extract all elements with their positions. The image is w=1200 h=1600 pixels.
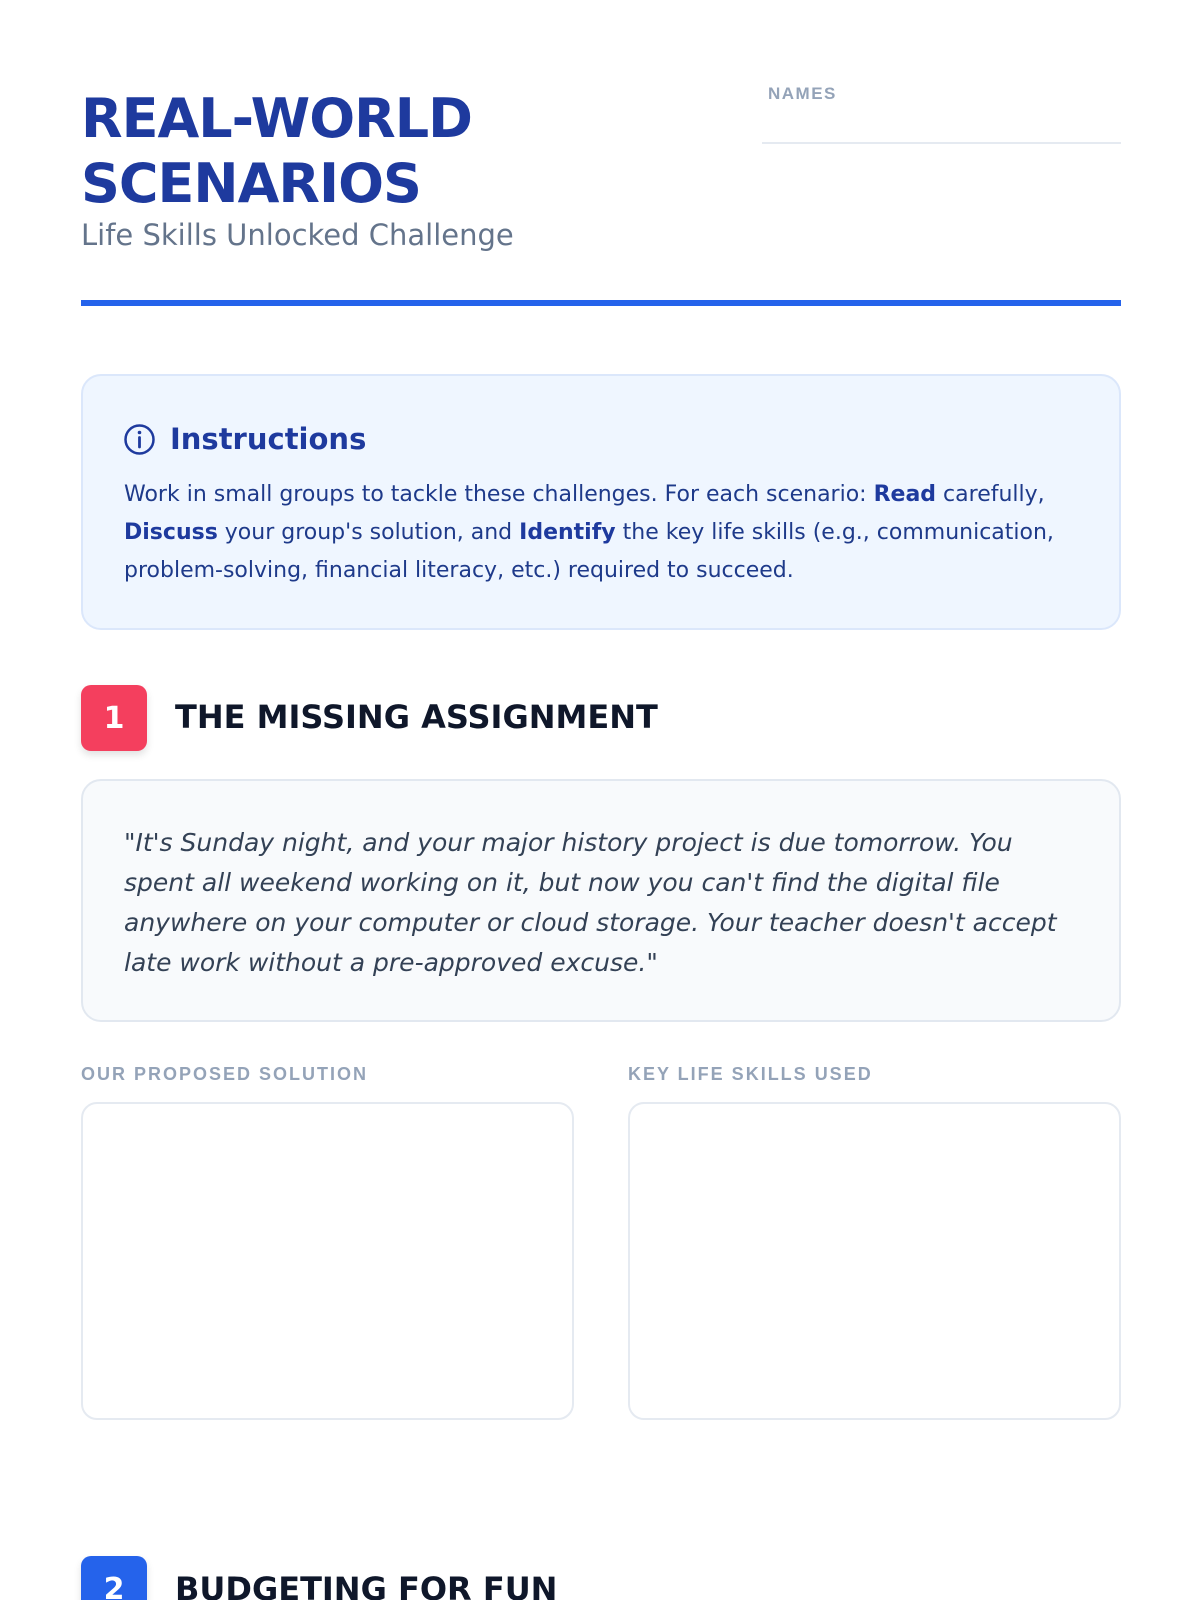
instructions-text-part: carefully,	[936, 482, 1045, 507]
scenario-title: BUDGETING FOR FUN	[175, 1570, 558, 1600]
header-divider	[81, 300, 1121, 306]
instructions-text-part: Work in small groups to tackle these challenges. For each scenario:	[124, 482, 874, 507]
solution-label: OUR PROPOSED SOLUTION	[81, 1064, 369, 1084]
scenario-text: "It's Sunday night, and your major history project is due tomorrow. You spent all weekend working on it, but now you can't find the digital file anywhere on your computer or cloud storage. Your teacher doesn't accept late work without a pre-approved excuse."	[124, 828, 1057, 977]
solution-answer-box[interactable]	[81, 1102, 574, 1420]
skills-answer-box[interactable]	[628, 1102, 1121, 1420]
instructions-text-part: your group's solution, and	[217, 520, 520, 545]
scenario-number-badge: 1	[81, 685, 147, 751]
instructions-text-part: the key life skills (e.g., communication, problem-solving, financial literacy, etc.) required to succeed.	[124, 520, 1054, 583]
info-icon	[123, 423, 156, 456]
scenario-number-badge: 2	[81, 1556, 147, 1600]
title-line-2: SCENARIOS	[81, 152, 421, 215]
instructions-bold-identify: Identify	[519, 520, 616, 545]
skills-label: KEY LIFE SKILLS USED	[628, 1064, 873, 1084]
worksheet-header	[81, 0, 1121, 310]
instructions-text	[124, 476, 1084, 590]
instructions-title: Instructions	[170, 422, 367, 456]
title-line-1: REAL-WORLD	[81, 87, 472, 150]
scenario-card	[81, 779, 1121, 1022]
instructions-bold-read: Read	[873, 482, 937, 507]
page-subtitle: Life Skills Unlocked Challenge	[81, 218, 514, 252]
scenario-title: THE MISSING ASSIGNMENT	[175, 698, 658, 736]
instructions-box	[81, 374, 1121, 630]
names-field[interactable]	[762, 142, 1121, 144]
instructions-heading	[123, 422, 366, 456]
page-title	[81, 86, 721, 216]
instructions-bold-discuss: Discuss	[124, 520, 218, 545]
names-label: NAMES	[768, 84, 837, 103]
